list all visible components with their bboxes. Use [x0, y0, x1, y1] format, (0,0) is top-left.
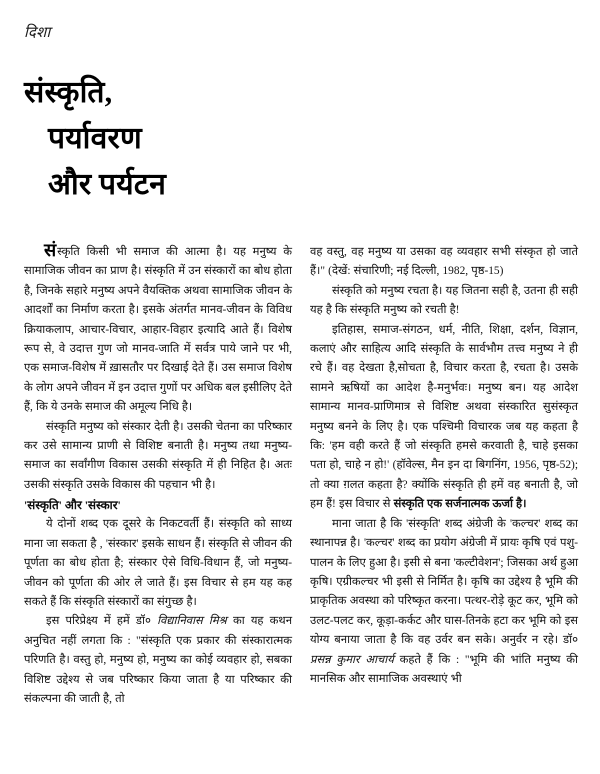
- title-line-2: पर्यावरण: [48, 122, 142, 155]
- paragraph-5-text: संस्कृति को मनुष्य रचता है। यह जितना सही है, उतना ही सही यह है कि संस्कृति मनुष्य को रचती है!: [310, 284, 578, 317]
- paragraph-6: [310, 321, 578, 515]
- paragraph-4-text-post: का यह कथन अनुचित नहीं लगता कि : "संस्कृति एक प्रकार की संस्कारात्मक परिणति है। वस्तु हो, मनुष्य हो, मनुष्य का कोई व्यवहार हो, सबका विशिष्ट उद्देश्य से जब परिष्कार किया जाता है या परिष्कार की संकल्पना की जाती है, तो: [24, 615, 293, 705]
- paragraph-4-continued: [310, 243, 578, 282]
- paragraph-4-text-pre: इस परिप्रेक्ष्य में हमें डॉ०: [46, 615, 158, 628]
- left-column: [24, 240, 293, 709]
- paragraph-3: [24, 515, 292, 612]
- page-title: [24, 70, 354, 208]
- running-head: दिशा: [24, 25, 51, 41]
- paragraph-2-text: संस्कृति मनुष्य को संस्कार देती है। उसकी चेतना का परिष्कार कर उसे सामान्य प्राणी से विशिष्ट बनाती है। मनुष्य तथा मनुष्य-समाज का सर्वांगीण विकास उसकी संस्कृति में ही निहित है। अतः उसकी संस्कृति उसके विकास की पहचान भी है।: [24, 420, 292, 491]
- citation-author-vidyanivas-mishra: विद्यानिवास मिश्र: [157, 615, 227, 628]
- paragraph-5: [310, 282, 578, 321]
- paragraph-6-text: इतिहास, समाज-संगठन, धर्म, नीति, शिक्षा, दर्शन, विज्ञान, कलाएं और साहित्य आदि संस्कृति के सार्वभौम तत्त्व मनुष्य ने ही रचे हैं। वह देखता है,सोचता है, विचार करता है, रचता है। उसके सामने ऋषियों का आदेश है-मनुर्भवः। मनुष्य बन। यह आदेश सामान्य मानव-प्राणिमात्र से विशिष्ट अथवा संस्कारित सुसंस्कृत मनुष्य बनने के लिए है। एक पश्चिमी विचारक जब यह कहता है कि: 'हम वही करते हैं जो संस्कृति हमसे करवाती है, चाहे इसका पता हो, चाहे न हो!' (हॉवेल्स, मैन इन दा बिगनिंग, 1956, पृष्ठ-52); तो क्या ग़लत कहता है? क्योंकि संस्कृति ही हमें वह बनाती है, जो हम हैं! इस विचार से: [310, 323, 578, 511]
- right-column: [310, 243, 578, 689]
- paragraph-4-continuation-text: वह वस्तु, वह मनुष्य या उसका वह व्यवहार सभी संस्कृत हो जाते हैं।" (देखें: संचारिणी; नई दिल्ली, 1982, पृष्ठ-15): [310, 246, 578, 278]
- subheading-sanskriti-aur-sanskar: 'संस्कृति' और 'संस्कार': [24, 498, 121, 513]
- paragraph-3-text: ये दोनों शब्द एक दूसरे के निकटवर्ती हैं। संस्कृति को साध्य माना जा सकता है , 'संस्कार' इसके साधन हैं। संस्कृति से जीवन की पूर्णता का बोध होता है; संस्कार ऐसे विधि-विधान हैं, जो मनुष्य-जीवन को पूर्णता की ओर ले जाते हैं। इस विचार से हम यह कह सकते हैं कि संस्कृति संस्कारों का संगुच्छ है।: [24, 518, 292, 608]
- paragraph-1: [24, 240, 292, 418]
- paragraph-7: [310, 515, 578, 690]
- title-line-1: संस्कृति,: [24, 76, 113, 109]
- citation-author-prasanna-kumar-acharya: प्रसन्न कुमार आचार्य: [310, 653, 394, 666]
- drop-cap: सं: [44, 240, 57, 260]
- paragraph-1-text: स्कृति किसी भी समाज की आत्मा है। यह मनुष्य के सामाजिक जीवन का प्राण है। संस्कृति में उन संस्कारों का बोध होता है, जिनके सहारे मनुष्य अपने वैयक्तिक अथवा सामाजिक जीवन के आदर्शों का निर्माण करता है। इसके अंतर्गत मानव-जीवन के विविध क्रियाकलाप, आचार-विचार, आहार-विहार इत्यादि आते हैं। विशेष रूप से, वे उदात्त गुण जो मानव-जाति में सर्वत्र पाये जाने पर भी, एक समाज-विशेष में ख़ासतौर पर दिखाई देते हैं। उस समाज विशेष के लोग अपने जीवन में इन उदात्त गुणों पर अधिक बल इसीलिए देते हैं, कि ये उनके समाज की अमूल्य निधि है।: [24, 246, 292, 414]
- paragraph-7-text-b: कहते हैं कि : "भूमि की भांति मनुष्य की मानसिक और सामाजिक अवस्थाएं भी: [310, 653, 578, 685]
- paragraph-7-text-a: माना जाता है कि 'संस्कृति' शब्द अंग्रेजी के 'कल्चर' शब्द का स्थानापन्न है। 'कल्चर' शब्द का प्रयोग अंग्रेजी में प्रायः कृषि एवं पशु-पालन के लिए हुआ है। इसी से बना 'कल्टीवेशन'; जिसका अर्थ हुआ कृषि। एग्रीकल्चर भी इसी से निर्मित है। कृषि का उद्देश्य है भूमि की प्राकृतिक अवस्था को परिष्कृत करना। पत्थर-रोड़े कूट कर, भूमि को उलट-पलट कर, कूड़ा-कर्कट और घास-तिनके हटा कर भूमि को इस योग्य बनाया जाता है कि वह उर्वर बन सके। अनुर्वर न रहे। डॉ०: [310, 517, 578, 647]
- paragraph-4: [24, 612, 292, 709]
- title-line-3: और पर्यटन: [48, 168, 167, 201]
- body-columns: [24, 240, 578, 763]
- emphasis-sanskriti-sarjanatmak-urja: संस्कृति एक सर्जनात्मक ऊर्जा है।: [393, 498, 527, 511]
- paragraph-2: [24, 418, 292, 496]
